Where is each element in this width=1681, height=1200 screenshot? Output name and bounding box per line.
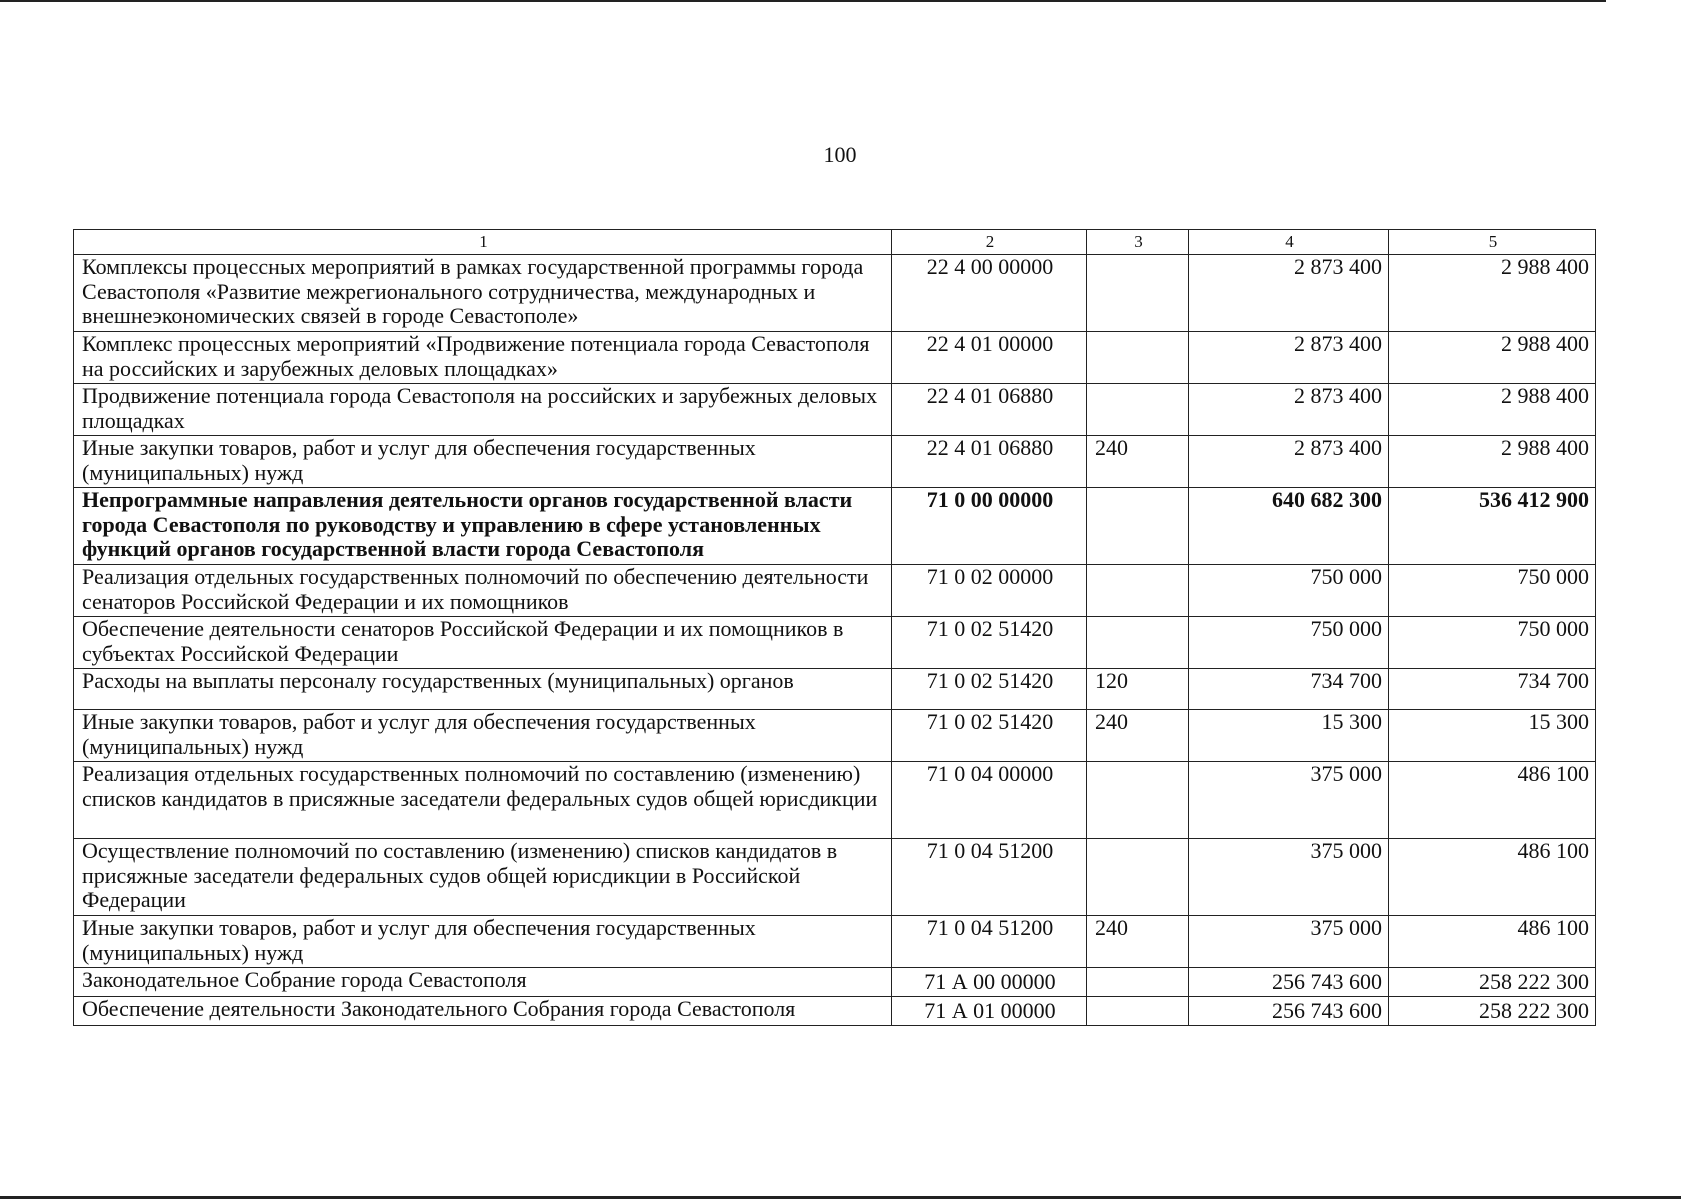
table-row <box>74 332 1596 384</box>
row-code-cell: 71 0 02 51420 <box>892 710 1087 762</box>
table-row <box>74 436 1596 488</box>
header-col-5: 5 <box>1389 230 1596 255</box>
row-amount-col5-cell: 2 988 400 <box>1389 384 1596 436</box>
row-name-cell: Обеспечение деятельности Законодательного Собрания города Севастополя <box>74 997 892 1026</box>
row-amount-col4-cell: 375 000 <box>1189 916 1389 968</box>
header-col-2: 2 <box>892 230 1087 255</box>
row-expense-type-cell <box>1087 968 1189 997</box>
row-code-cell: 22 4 01 06880 <box>892 436 1087 488</box>
row-expense-type-cell <box>1087 762 1189 839</box>
table-row <box>74 384 1596 436</box>
row-name-cell: Комплекс процессных мероприятий «Продвижение потенциала города Севастополя на российских и зарубежных деловых площадках» <box>74 332 892 384</box>
row-amount-col4-cell: 2 873 400 <box>1189 332 1389 384</box>
row-amount-col5-cell: 486 100 <box>1389 916 1596 968</box>
table-row <box>74 762 1596 839</box>
row-code-cell: 22 4 01 00000 <box>892 332 1087 384</box>
table-row <box>74 997 1596 1026</box>
row-code-cell: 71 А 01 00000 <box>892 997 1087 1026</box>
row-amount-col4-cell: 2 873 400 <box>1189 255 1389 332</box>
row-code-cell: 71 0 02 51420 <box>892 669 1087 710</box>
row-amount-col4-cell: 256 743 600 <box>1189 968 1389 997</box>
row-name-cell: Обеспечение деятельности сенаторов Российской Федерации и их помощников в субъектах Российской Федерации <box>74 617 892 669</box>
row-amount-col5-cell: 2 988 400 <box>1389 332 1596 384</box>
row-name-cell: Реализация отдельных государственных полномочий по составлению (изменению) списков кандидатов в присяжные заседатели федеральных судов общей юрисдикции <box>74 762 892 839</box>
row-name-cell: Комплексы процессных мероприятий в рамках государственной программы города Севастополя «Развитие межрегионального сотрудничества, международных и внешнеэкономических связей в городе Севастополе» <box>74 255 892 332</box>
row-expense-type-cell <box>1087 997 1189 1026</box>
row-code-cell: 22 4 00 00000 <box>892 255 1087 332</box>
row-amount-col4-cell: 375 000 <box>1189 839 1389 916</box>
row-expense-type-cell: 120 <box>1087 669 1189 710</box>
header-row <box>74 230 1596 255</box>
row-expense-type-cell <box>1087 255 1189 332</box>
table-row <box>74 710 1596 762</box>
row-code-cell: 71 0 00 00000 <box>892 488 1087 565</box>
row-code-cell: 71 0 04 00000 <box>892 762 1087 839</box>
row-expense-type-cell <box>1087 839 1189 916</box>
row-expense-type-cell: 240 <box>1087 916 1189 968</box>
row-amount-col5-cell: 2 988 400 <box>1389 436 1596 488</box>
row-amount-col4-cell: 15 300 <box>1189 710 1389 762</box>
row-code-cell: 71 А 00 00000 <box>892 968 1087 997</box>
row-amount-col5-cell: 486 100 <box>1389 839 1596 916</box>
table-row <box>74 488 1596 565</box>
table-row <box>74 968 1596 997</box>
row-code-cell: 22 4 01 06880 <box>892 384 1087 436</box>
table-row <box>74 255 1596 332</box>
row-name-cell: Иные закупки товаров, работ и услуг для обеспечения государственных (муниципальных) нужд <box>74 436 892 488</box>
page-number: 100 <box>823 142 857 167</box>
row-expense-type-cell <box>1087 565 1189 617</box>
table-row <box>74 839 1596 916</box>
row-name-cell: Продвижение потенциала города Севастополя на российских и зарубежных деловых площадках <box>74 384 892 436</box>
header-col-3: 3 <box>1087 230 1189 255</box>
row-amount-col5-cell: 258 222 300 <box>1389 997 1596 1026</box>
row-amount-col5-cell: 750 000 <box>1389 565 1596 617</box>
table-header <box>74 230 1596 255</box>
row-name-cell: Иные закупки товаров, работ и услуг для обеспечения государственных (муниципальных) нужд <box>74 916 892 968</box>
row-amount-col4-cell: 734 700 <box>1189 669 1389 710</box>
row-amount-col5-cell: 15 300 <box>1389 710 1596 762</box>
row-amount-col4-cell: 256 743 600 <box>1189 997 1389 1026</box>
budget-table <box>73 229 1596 1026</box>
row-amount-col5-cell: 2 988 400 <box>1389 255 1596 332</box>
row-expense-type-cell <box>1087 617 1189 669</box>
top-scan-border <box>0 0 1606 2</box>
bottom-scan-border <box>0 1196 1681 1199</box>
row-amount-col4-cell: 2 873 400 <box>1189 384 1389 436</box>
row-amount-col5-cell: 486 100 <box>1389 762 1596 839</box>
table-row <box>74 617 1596 669</box>
header-col-1: 1 <box>74 230 892 255</box>
row-expense-type-cell <box>1087 488 1189 565</box>
row-name-cell: Расходы на выплаты персоналу государственных (муниципальных) органов <box>74 669 892 710</box>
row-amount-col5-cell: 258 222 300 <box>1389 968 1596 997</box>
row-code-cell: 71 0 04 51200 <box>892 916 1087 968</box>
row-amount-col4-cell: 750 000 <box>1189 617 1389 669</box>
row-amount-col4-cell: 2 873 400 <box>1189 436 1389 488</box>
row-code-cell: 71 0 02 51420 <box>892 617 1087 669</box>
row-name-cell: Непрограммные направления деятельности органов государственной власти города Севастополя по руководству и управлению в сфере установленных функций органов государственной власти города Севастополя <box>74 488 892 565</box>
row-amount-col5-cell: 734 700 <box>1389 669 1596 710</box>
row-expense-type-cell <box>1087 384 1189 436</box>
table-row <box>74 916 1596 968</box>
row-amount-col4-cell: 640 682 300 <box>1189 488 1389 565</box>
row-expense-type-cell <box>1087 332 1189 384</box>
table-row <box>74 669 1596 710</box>
header-col-4: 4 <box>1189 230 1389 255</box>
row-amount-col5-cell: 536 412 900 <box>1389 488 1596 565</box>
row-name-cell: Иные закупки товаров, работ и услуг для обеспечения государственных (муниципальных) нужд <box>74 710 892 762</box>
row-code-cell: 71 0 02 00000 <box>892 565 1087 617</box>
row-name-cell: Осуществление полномочий по составлению (изменению) списков кандидатов в присяжные заседатели федеральных судов общей юрисдикции в Российской Федерации <box>74 839 892 916</box>
table-row <box>74 565 1596 617</box>
row-name-cell: Реализация отдельных государственных полномочий по обеспечению деятельности сенаторов Российской Федерации и их помощников <box>74 565 892 617</box>
table-body <box>74 255 1596 1026</box>
row-expense-type-cell: 240 <box>1087 710 1189 762</box>
row-amount-col4-cell: 750 000 <box>1189 565 1389 617</box>
row-expense-type-cell: 240 <box>1087 436 1189 488</box>
row-amount-col4-cell: 375 000 <box>1189 762 1389 839</box>
row-code-cell: 71 0 04 51200 <box>892 839 1087 916</box>
row-amount-col5-cell: 750 000 <box>1389 617 1596 669</box>
row-name-cell: Законодательное Собрание города Севастополя <box>74 968 892 997</box>
